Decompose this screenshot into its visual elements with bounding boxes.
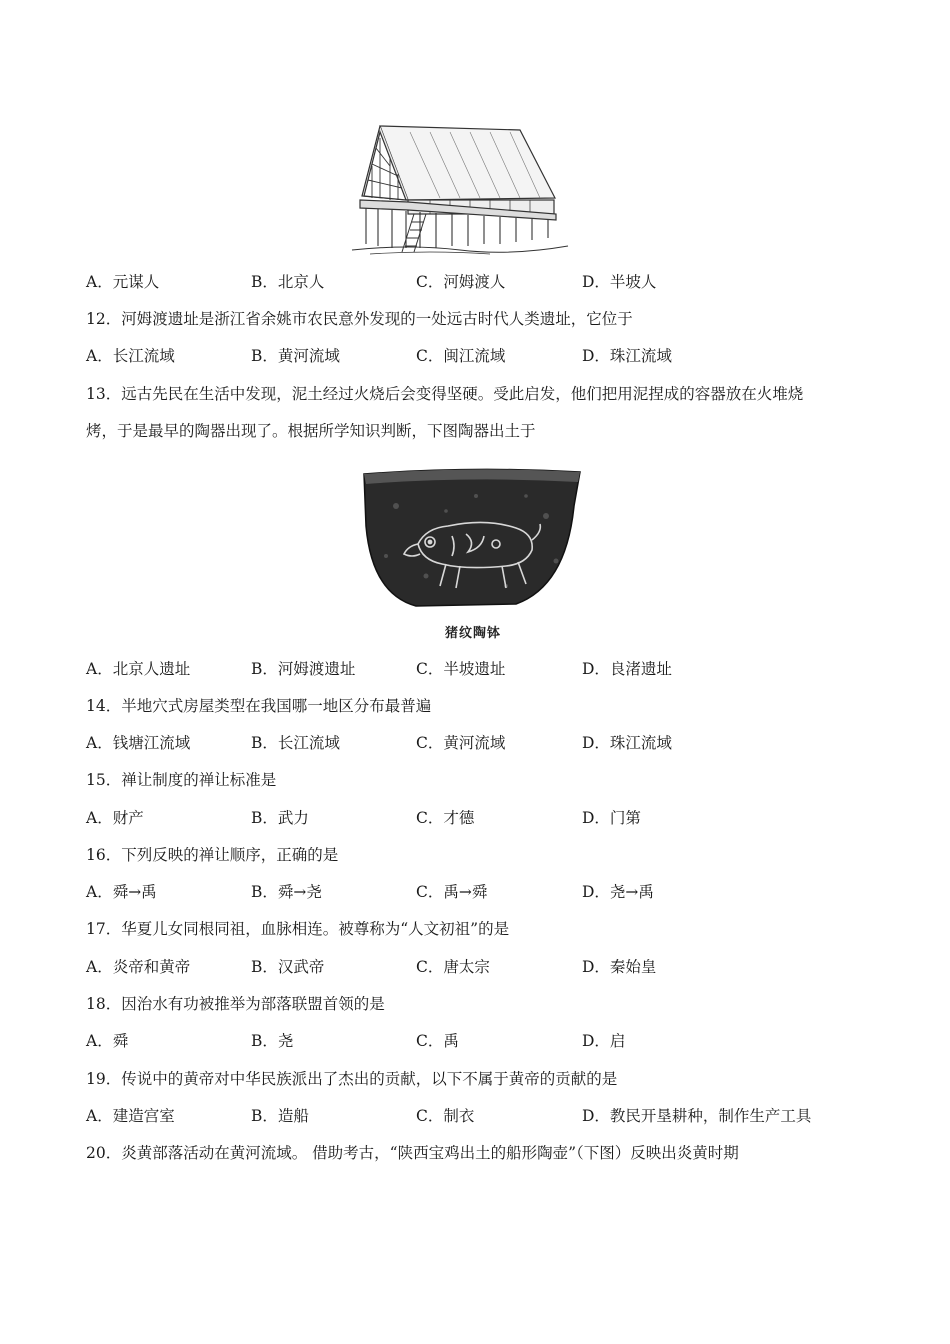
q12-option-c[interactable]: C．闽江流域 <box>416 347 506 365</box>
q13-options <box>86 659 866 679</box>
q14-option-a[interactable]: A．钱塘江流域 <box>86 734 191 752</box>
q19-option-b[interactable]: B．造船 <box>251 1107 309 1125</box>
q15-option-a[interactable]: A．财产 <box>86 809 144 827</box>
q17-option-d[interactable]: D．秦始皇 <box>582 958 657 976</box>
q16-option-b[interactable]: B．舜→尧 <box>251 883 322 901</box>
q11-options <box>86 272 866 292</box>
q18-option-a[interactable]: A．舜 <box>86 1032 129 1050</box>
q19-option-d[interactable]: D．教民开垦耕种，制作生产工具 <box>582 1107 812 1125</box>
q19-option-c[interactable]: C．制衣 <box>416 1107 475 1125</box>
q18-option-c[interactable]: C．禹 <box>416 1032 459 1050</box>
q19-options <box>86 1106 866 1126</box>
q16-options <box>86 882 866 902</box>
q14-options <box>86 733 866 753</box>
q12-option-a[interactable]: A．长江流域 <box>86 347 175 365</box>
q13-option-c[interactable]: C．半坡遗址 <box>416 660 506 678</box>
q17-option-a[interactable]: A．炎帝和黄帝 <box>86 958 191 976</box>
q14-stem: 14．半地穴式房屋类型在我国哪一地区分布最普遍 <box>86 697 432 715</box>
q13-option-b[interactable]: B．河姆渡遗址 <box>251 660 356 678</box>
pottery-caption: 猪纹陶钵 <box>445 626 502 641</box>
q13-option-d[interactable]: D．良渚遗址 <box>582 660 672 678</box>
q15-options <box>86 808 866 828</box>
q16-option-d[interactable]: D．尧→禹 <box>582 883 654 901</box>
q17-option-c[interactable]: C．唐太宗 <box>416 958 490 976</box>
q14-option-c[interactable]: C．黄河流域 <box>416 734 506 752</box>
q18-options <box>86 1031 866 1051</box>
q18-option-b[interactable]: B．尧 <box>251 1032 294 1050</box>
q16-option-a[interactable]: A．舜→禹 <box>86 883 157 901</box>
q19-stem: 19．传说中的黄帝对中华民族派出了杰出的贡献，以下不属于黄帝的贡献的是 <box>86 1070 618 1088</box>
q15-option-b[interactable]: B．武力 <box>251 809 309 827</box>
q11-option-b[interactable]: B．北京人 <box>251 273 325 291</box>
q15-stem: 15．禅让制度的禅让标准是 <box>86 771 277 789</box>
q17-option-b[interactable]: B．汉武帝 <box>251 958 325 976</box>
q13-stem-line-2: 烤，于是最早的陶器出现了。根据所学知识判断，下图陶器出土于 <box>86 422 536 440</box>
q12-option-b[interactable]: B．黄河流域 <box>251 347 340 365</box>
stilt-house-illustration <box>350 118 570 258</box>
q11-option-c[interactable]: C．河姆渡人 <box>416 273 506 291</box>
q17-options <box>86 957 866 977</box>
q20-stem: 20．炎黄部落活动在黄河流域。 借助考古，“陕西宝鸡出土的船形陶壶”（下图）反映出炎黄时期 <box>86 1144 739 1162</box>
q15-option-c[interactable]: C．才德 <box>416 809 475 827</box>
q12-option-d[interactable]: D．珠江流域 <box>582 347 672 365</box>
q14-option-d[interactable]: D．珠江流域 <box>582 734 672 752</box>
q12-options <box>86 346 866 366</box>
q12-stem: 12．河姆渡遗址是浙江省余姚市农民意外发现的一处远古时代人类遗址，它位于 <box>86 310 633 328</box>
q16-stem: 16．下列反映的禅让顺序，正确的是 <box>86 846 339 864</box>
q14-option-b[interactable]: B．长江流域 <box>251 734 340 752</box>
q11-option-d[interactable]: D．半坡人 <box>582 273 657 291</box>
q15-option-d[interactable]: D．门第 <box>582 809 641 827</box>
q16-option-c[interactable]: C．禹→舜 <box>416 883 488 901</box>
pig-pattern-pottery-bowl <box>356 466 586 612</box>
q13-option-a[interactable]: A．北京人遗址 <box>86 660 191 678</box>
q18-option-d[interactable]: D．启 <box>582 1032 626 1050</box>
q18-stem: 18．因治水有功被推举为部落联盟首领的是 <box>86 995 385 1013</box>
q11-option-a[interactable]: A．元谋人 <box>86 273 160 291</box>
q17-stem: 17．华夏儿女同根同祖，血脉相连。被尊称为“人文初祖”的是 <box>86 920 510 938</box>
q13-stem-line-1: 13．远古先民在生活中发现，泥土经过火烧后会变得坚硬。受此启发，他们把用泥捏成的容器放在火堆烧 <box>86 385 804 403</box>
q19-option-a[interactable]: A．建造宫室 <box>86 1107 175 1125</box>
